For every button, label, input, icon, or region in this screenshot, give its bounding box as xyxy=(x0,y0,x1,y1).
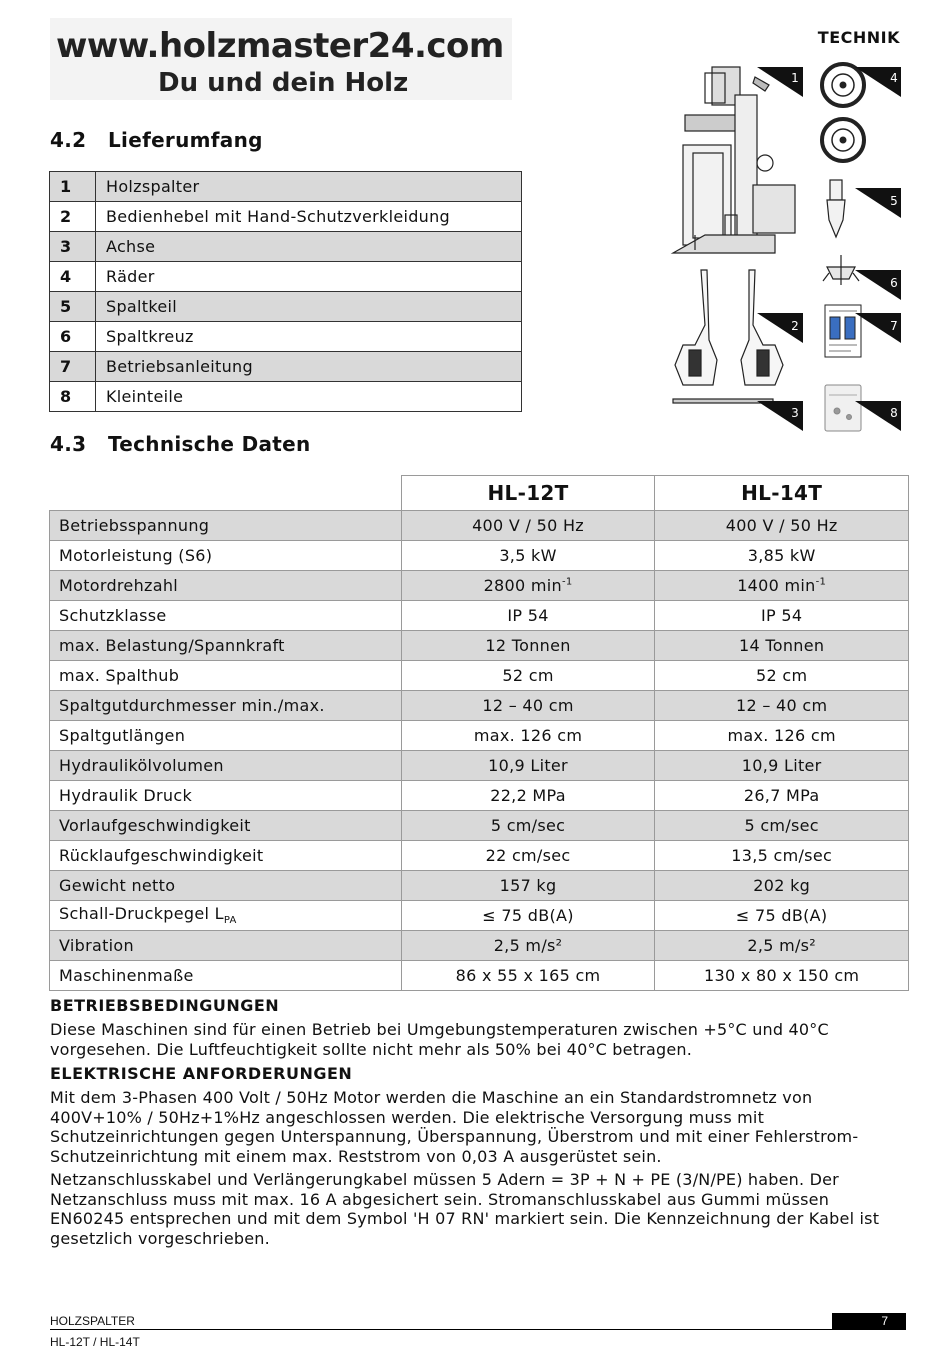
scope-title: Lieferumfang xyxy=(108,128,263,152)
hl12t-value: ≤ 75 dB(A) xyxy=(401,901,655,931)
scope-item-label: Spaltkreuz xyxy=(96,322,522,352)
hl12t-value: 12 Tonnen xyxy=(401,631,655,661)
tech-row xyxy=(50,661,909,691)
tech-header-spacer xyxy=(50,476,402,511)
hl12t-value: 22 cm/sec xyxy=(401,841,655,871)
hl12t-value: 157 kg xyxy=(401,871,655,901)
tech-row-label: Spaltgutlängen xyxy=(50,721,402,751)
tech-row xyxy=(50,931,909,961)
hl12t-value: IP 54 xyxy=(401,601,655,631)
page-number: 7 xyxy=(832,1313,906,1330)
scope-item-label: Spaltkeil xyxy=(96,292,522,322)
scope-item-number: 8 xyxy=(50,382,96,412)
footer-models: HL-12T / HL-14T xyxy=(50,1335,140,1349)
hl12t-value: 2800 $\min^{-1}$ xyxy=(401,571,655,601)
hl12t-value: max. 126 cm xyxy=(401,721,655,751)
tech-row-label: Betriebsspannung xyxy=(50,511,402,541)
scope-item-number: 5 xyxy=(50,292,96,322)
manual-drawing xyxy=(825,305,861,357)
hl14t-value: 130 x 80 x 150 cm xyxy=(655,961,909,991)
tech-row-label: Hydraulik Druck xyxy=(50,781,402,811)
tech-table-body xyxy=(50,511,909,991)
hl14t-value: 3,85 kW xyxy=(655,541,909,571)
electrical-text-2: Netzanschlusskabel und Verlängerungkabel müssen 5 Adern = 3P + N + PE (3/N/PE) haben. Der Netzanschluss muss mit max. 16 A abgesichert sein. Stromanschlusskabel aus Gummi müssen EN60245 entsprechen und mit dem Symbol 'H 07 RN' markiert sein. Die Kennzeichnung der Kabel ist gesetzlich vorgeschrieben. xyxy=(50,1170,880,1248)
hl14t-value: ≤ 75 dB(A) xyxy=(655,901,909,931)
tech-row-label: Spaltgutdurchmesser min./max. xyxy=(50,691,402,721)
scope-row xyxy=(50,232,522,262)
hl14t-value: 5 cm/sec xyxy=(655,811,909,841)
scope-row xyxy=(50,352,522,382)
tech-row xyxy=(50,601,909,631)
hl12t-value: 400 V / 50 Hz xyxy=(401,511,655,541)
tech-row xyxy=(50,691,909,721)
scope-item-number: 6 xyxy=(50,322,96,352)
section-tag: TECHNIK xyxy=(817,28,900,47)
logo-tagline: Du und dein Holz xyxy=(158,68,409,98)
electrical-text-1: Mit dem 3-Phasen 400 Volt / 50Hz Motor werden die Maschine an ein Standardstromnetz von 400V+10% / 50Hz+1%Hz angeschlossen werden. Die elektrische Versorgung muss mit Schutzeinrichtungen gegen Unterspannung, Überspannung, Überstrom und mit einer Fehlerstrom-Schutzeinrichtung mit einem max. Reststrom von 0,03 A ausgerüstet sein. xyxy=(50,1088,859,1166)
figure-label-2: 2 xyxy=(791,319,799,333)
wheels-drawing xyxy=(822,64,864,161)
hl14t-value: IP 54 xyxy=(655,601,909,631)
hl12t-value: 12 – 40 cm xyxy=(401,691,655,721)
brand-logo xyxy=(50,18,512,100)
figure-label-4: 4 xyxy=(890,71,898,85)
conditions-text: Diese Maschinen sind für einen Betrieb bei Umgebungstemperaturen zwischen +5°C und 40°C vorgesehen. Die Luftfeuchtigkeit sollte nicht mehr als 50% bei 40°C betragen. xyxy=(50,1020,829,1059)
tech-header-row xyxy=(50,476,909,511)
tech-row-label: Vibration xyxy=(50,931,402,961)
small-parts-bag-drawing xyxy=(825,385,861,431)
scope-item-number: 2 xyxy=(50,202,96,232)
scope-item-number: 3 xyxy=(50,232,96,262)
hl14t-value: 13,5 cm/sec xyxy=(655,841,909,871)
lever-drawing xyxy=(675,270,783,385)
tech-row xyxy=(50,781,909,811)
tech-row xyxy=(50,511,909,541)
footer-rule xyxy=(50,1329,906,1330)
hl14t-value: 12 – 40 cm xyxy=(655,691,909,721)
hl14t-value: 2,5 m/s² xyxy=(655,931,909,961)
log-splitter-drawing xyxy=(673,67,795,253)
scope-item-label: Räder xyxy=(96,262,522,292)
tech-row-label: Maschinenmaße xyxy=(50,961,402,991)
hl14t-value: 52 cm xyxy=(655,661,909,691)
hl14t-value: 10,9 Liter xyxy=(655,751,909,781)
conditions-heading: BETRIEBSBEDINGUNGEN xyxy=(50,996,280,1015)
scope-row xyxy=(50,202,522,232)
scope-item-number: 4 xyxy=(50,262,96,292)
scope-item-label: Achse xyxy=(96,232,522,262)
tech-row xyxy=(50,901,909,931)
hl12t-value: 5 cm/sec xyxy=(401,811,655,841)
tech-row xyxy=(50,721,909,751)
tech-row-label: max. Belastung/Spannkraft xyxy=(50,631,402,661)
tech-table xyxy=(49,475,909,991)
hl14t-value: 26,7 MPa xyxy=(655,781,909,811)
hl12t-value: 2,5 m/s² xyxy=(401,931,655,961)
tech-title: Technische Daten xyxy=(108,432,311,456)
scope-item-number: 1 xyxy=(50,172,96,202)
tech-row xyxy=(50,961,909,991)
tech-row-label: Motorleistung (S6) xyxy=(50,541,402,571)
delivery-scope-illustration xyxy=(665,55,910,440)
tech-row xyxy=(50,631,909,661)
tech-row-label: Rücklaufgeschwindigkeit xyxy=(50,841,402,871)
figure-label-1: 1 xyxy=(791,71,799,85)
hl14t-value: 202 kg xyxy=(655,871,909,901)
scope-row xyxy=(50,292,522,322)
electrical-heading: ELEKTRISCHE ANFORDERUNGEN xyxy=(50,1064,353,1083)
scope-item-label: Bedienhebel mit Hand-Schutzverkleidung xyxy=(96,202,522,232)
hl12t-value: 3,5 kW xyxy=(401,541,655,571)
hl12t-value: 52 cm xyxy=(401,661,655,691)
scope-row xyxy=(50,382,522,412)
scope-row xyxy=(50,172,522,202)
scope-row xyxy=(50,322,522,352)
tech-row-label: Gewicht netto xyxy=(50,871,402,901)
scope-number: 4.2 xyxy=(50,128,87,152)
tech-heading xyxy=(50,432,311,456)
model-header: HL-14T xyxy=(655,476,909,511)
scope-item-label: Kleinteile xyxy=(96,382,522,412)
tech-row xyxy=(50,811,909,841)
tech-row-label: Schall-Druckpegel $L_{PA}$ xyxy=(50,901,402,931)
splitting-wedge-drawing xyxy=(827,180,845,237)
scope-table xyxy=(49,171,522,412)
hl14t-value: 14 Tonnen xyxy=(655,631,909,661)
hl14t-value: max. 126 cm xyxy=(655,721,909,751)
hl12t-value: 22,2 MPa xyxy=(401,781,655,811)
figure-label-3: 3 xyxy=(791,406,799,420)
tech-row-label: Hydraulikölvolumen xyxy=(50,751,402,781)
scope-item-label: Holzspalter xyxy=(96,172,522,202)
hl14t-value: 400 V / 50 Hz xyxy=(655,511,909,541)
tech-row xyxy=(50,751,909,781)
tech-number: 4.3 xyxy=(50,432,87,456)
scope-item-label: Betriebsanleitung xyxy=(96,352,522,382)
tech-row xyxy=(50,571,909,601)
tech-row-label: Schutzklasse xyxy=(50,601,402,631)
model-header: HL-12T xyxy=(401,476,655,511)
tech-row xyxy=(50,541,909,571)
footer-product: HOLZSPALTER xyxy=(50,1314,135,1328)
tech-row-label: Motordrehzahl xyxy=(50,571,402,601)
tech-row-label: max. Spalthub xyxy=(50,661,402,691)
scope-item-number: 7 xyxy=(50,352,96,382)
hl14t-value: 1400 $\min^{-1}$ xyxy=(655,571,909,601)
logo-url: www.holzmaster24.com xyxy=(56,26,504,66)
tech-row-label: Vorlaufgeschwindigkeit xyxy=(50,811,402,841)
scope-row xyxy=(50,262,522,292)
hl12t-value: 10,9 Liter xyxy=(401,751,655,781)
splitting-cross-drawing xyxy=(823,255,859,285)
tech-row xyxy=(50,871,909,901)
hl12t-value: 86 x 55 x 165 cm xyxy=(401,961,655,991)
figure-label-6: 6 xyxy=(890,276,898,290)
figure-label-7: 7 xyxy=(890,319,898,333)
scope-heading xyxy=(50,128,263,152)
tech-row xyxy=(50,841,909,871)
figure-label-8: 8 xyxy=(890,406,898,420)
figure-label-5: 5 xyxy=(890,194,898,208)
